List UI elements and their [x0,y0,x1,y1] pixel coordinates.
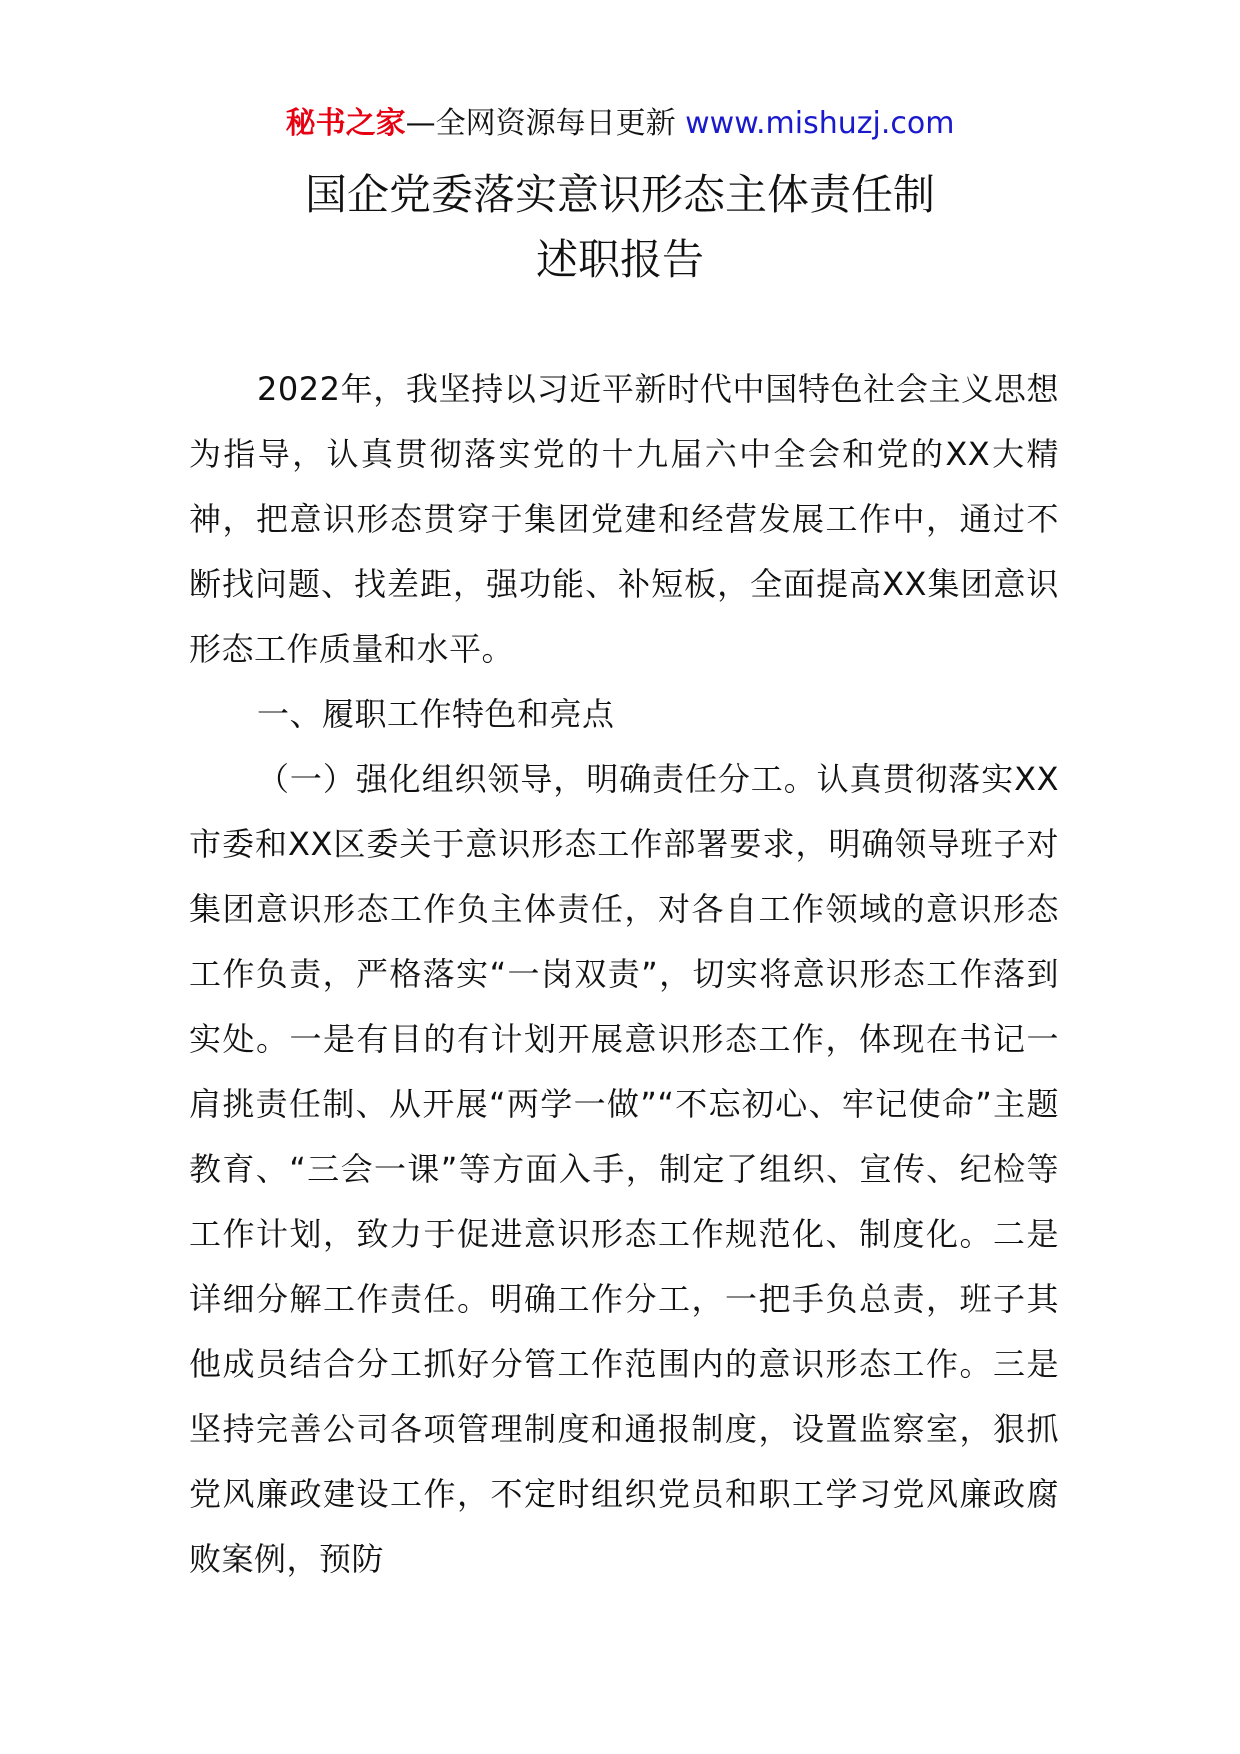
site-url-link[interactable]: www.mishuzj.com [685,106,955,141]
watermark-header [0,102,1240,146]
brand-name: 秘书之家 [285,106,406,141]
document-title-line-2: 述职报告 [535,235,704,284]
paragraph-intro: 2022年，我坚持以习近平新时代中国特色社会主义思想为指导，认真贯彻落实党的十九届六中全会和党的XX大精神，把意识形态贯穿于集团党建和经营发展工作中，通过不断找问题、找差距，强功能、补短板，全面提高XX集团意识形态工作质量和水平。 [189,370,1059,668]
document-title-line-1: 国企党委落实意识形态主体责任制 [304,170,935,219]
header-slogan: —全网资源每日更新 [405,106,686,141]
section-heading: 一、履职工作特色和亮点 [257,695,615,733]
paragraph-section-1: （一）强化组织领导，明确责任分工。认真贯彻落实XX市委和XX区委关于意识形态工作部署要求，明确领导班子对集团意识形态工作负主体责任，对各自工作领域的意识形态工作负责，严格落实“一岗双责”，切实将意识形态工作落到实处。一是有目的有计划开展意识形态工作，体现在书记一肩挑责任制、从开展“两学一做”“不忘初心、牢记使命”主题教育、“三会一课”等方面入手，制定了组织、宣传、纪检等工作计划，致力于促进意识形态工作规范化、制度化。二是详细分解工作责任。明确工作分工，一把手负总责，班子其他成员结合分工抓好分管工作范围内的意识形态工作。三是坚持完善公司各项管理制度和通报制度，设置监察室，狠抓党风廉政建设工作，不定时组织党员和职工学习党风廉政腐败案例，预防 [189,760,1059,1578]
document-body [189,357,1059,1592]
